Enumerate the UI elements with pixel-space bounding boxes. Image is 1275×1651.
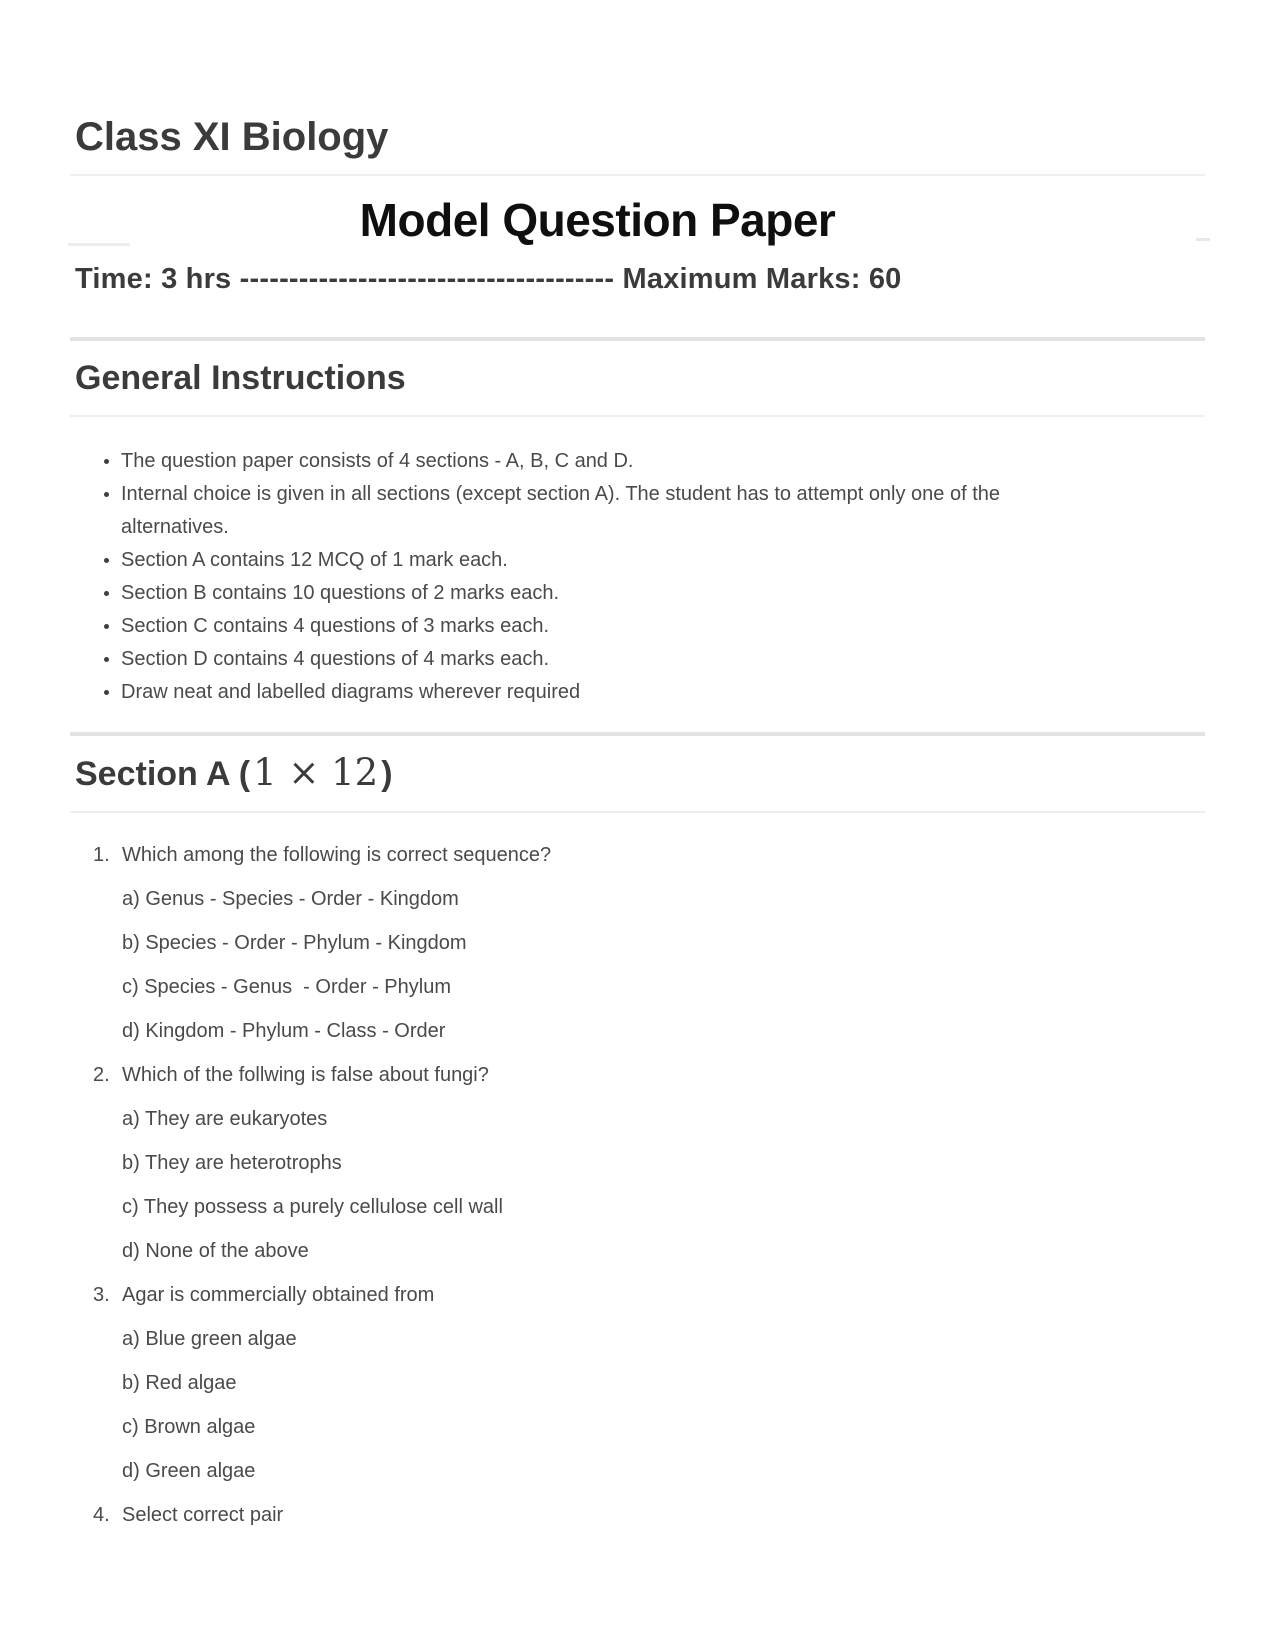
question-body bbox=[122, 1280, 1205, 1500]
question-body bbox=[122, 1060, 1205, 1280]
horizontal-rule bbox=[70, 337, 1205, 341]
question-text: Agar is commercially obtained from bbox=[122, 1284, 435, 1306]
option-c: c) Brown algae bbox=[122, 1416, 256, 1438]
page-title: Class XI Biology bbox=[70, 112, 1205, 176]
question-number: 2. bbox=[93, 1064, 110, 1086]
section-a-heading bbox=[70, 750, 1205, 813]
question-list bbox=[70, 840, 1205, 1544]
option-b: b) Red algae bbox=[122, 1372, 237, 1394]
instruction-item: • Draw neat and labelled diagrams wherever required bbox=[121, 676, 1106, 709]
question-body bbox=[122, 840, 1205, 1060]
option-a: a) Blue green algae bbox=[122, 1328, 297, 1350]
question-3 bbox=[93, 1280, 1205, 1500]
question-number: 1. bbox=[93, 844, 110, 866]
option-b: b) They are heterotrophs bbox=[122, 1152, 342, 1174]
option-c: c) They possess a purely cellulose cell wall bbox=[122, 1196, 503, 1218]
question-body bbox=[122, 1500, 1205, 1544]
general-instructions-list bbox=[70, 445, 1205, 709]
instruction-item: • Section D contains 4 questions of 4 marks each. bbox=[121, 643, 1106, 676]
option-d: d) Kingdom - Phylum - Class - Order bbox=[122, 1020, 446, 1042]
time-marks-line: Time: 3 hrs -------------------------------------- Maximum Marks: 60 bbox=[75, 263, 902, 295]
instruction-item: • The question paper consists of 4 sections - A, B, C and D. bbox=[121, 445, 1106, 478]
section-a-paren-open: ( bbox=[238, 755, 251, 793]
subtitle-rule-right bbox=[1196, 238, 1210, 241]
question-text: Which of the follwing is false about fungi? bbox=[122, 1064, 489, 1086]
question-1 bbox=[93, 840, 1205, 1060]
horizontal-rule bbox=[70, 732, 1205, 736]
section-a-heading-text: Section A bbox=[75, 755, 230, 793]
question-2 bbox=[93, 1060, 1205, 1280]
question-number: 4. bbox=[93, 1504, 110, 1526]
subtitle-rule-left bbox=[68, 243, 130, 246]
section-a-marks-math: 1 × 12 bbox=[253, 751, 379, 794]
instruction-item: • Section B contains 10 questions of 2 marks each. bbox=[121, 577, 1106, 610]
option-a: a) They are eukaryotes bbox=[122, 1108, 328, 1130]
question-number: 3. bbox=[93, 1284, 110, 1306]
section-a-paren-close: ) bbox=[381, 755, 393, 793]
instruction-item: • Section A contains 12 MCQ of 1 mark each. bbox=[121, 544, 1106, 577]
question-4 bbox=[93, 1500, 1205, 1544]
option-b: b) Species - Order - Phylum - Kingdom bbox=[122, 932, 467, 954]
instruction-item: • Internal choice is given in all sections (except section A). The student has to attempt only one of the alternatives. bbox=[121, 478, 1106, 544]
general-instructions-heading: General Instructions bbox=[70, 357, 1205, 417]
question-text: Which among the following is correct sequence? bbox=[122, 844, 552, 866]
instruction-item: • Section C contains 4 questions of 3 marks each. bbox=[121, 610, 1106, 643]
option-d: d) None of the above bbox=[122, 1240, 309, 1262]
option-a: a) Genus - Species - Order - Kingdom bbox=[122, 888, 459, 910]
question-text: Select correct pair bbox=[122, 1504, 284, 1526]
option-c: c) Species - Genus - Order - Phylum bbox=[122, 976, 451, 998]
page-subtitle: Model Question Paper bbox=[359, 194, 836, 246]
option-d: d) Green algae bbox=[122, 1460, 256, 1482]
subtitle-row bbox=[70, 194, 1205, 248]
